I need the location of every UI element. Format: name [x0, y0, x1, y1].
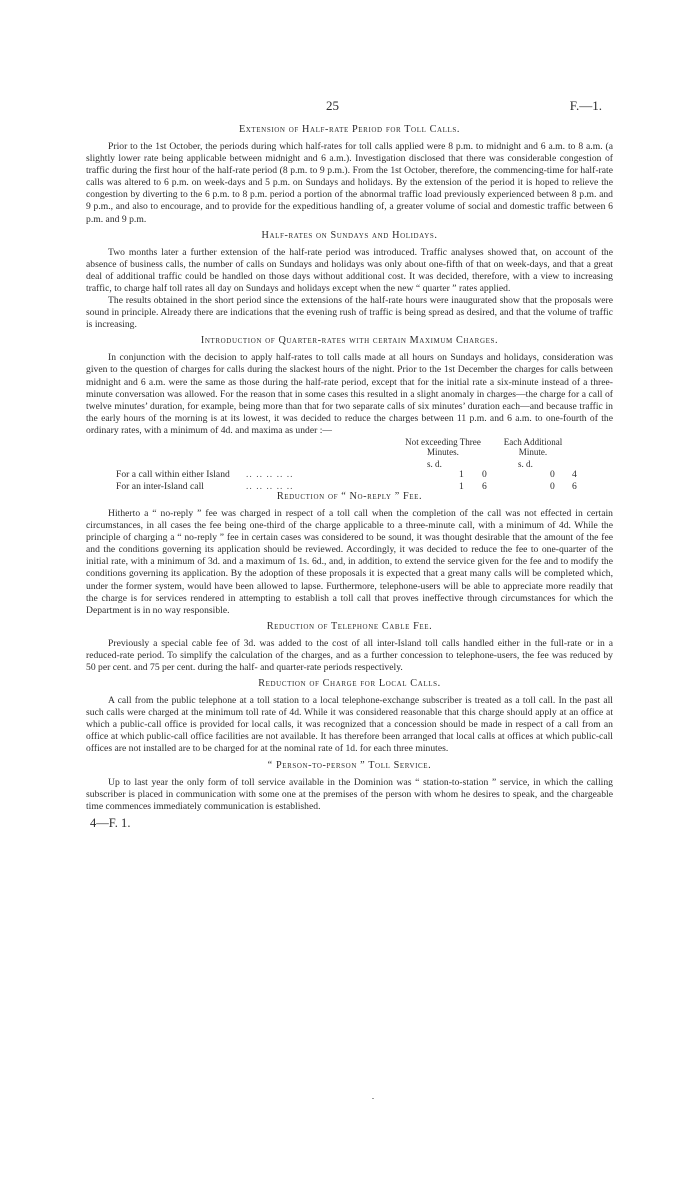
- page-speck: [372, 1098, 374, 1099]
- column-header-additional-minute: Each Additional Minute.: [503, 436, 563, 457]
- section-heading: Reduction of “ No-reply ” Fee.: [276, 490, 423, 502]
- leader-dots: .. .. .. .. ..: [246, 468, 294, 480]
- paragraph: Up to last year the only form of toll service available in the Dominion was “ station-to-station ” service, in which the calling subscriber is placed in communication with some one at the premises of the person with whom he desires to speak, and the chargeable time commences immediately communication is established.: [86, 776, 613, 812]
- section-heading: Reduction of Charge for Local Calls.: [258, 678, 441, 690]
- cell-value: 0: [550, 480, 555, 492]
- row-label: For an inter-Island call: [116, 480, 204, 492]
- section-heading: “ Person-to-person ” Toll Service.: [267, 759, 432, 771]
- cell-value: 0: [550, 468, 555, 480]
- table-row: [116, 469, 586, 481]
- cell-value: 4: [572, 468, 577, 480]
- footer-signature: 4—F. 1.: [90, 815, 131, 830]
- paragraph: The results obtained in the short period since the extensions of the half-rate hours were inaugurated show that the proposals were sound in principle. Already there are indications that the evening rush of traffic is being spread as desired, and that the volume of traffic is increasing.: [86, 295, 613, 331]
- document-body: [86, 124, 613, 829]
- unit-label: s. d.: [427, 458, 442, 469]
- row-label: For a call within either Island: [116, 468, 230, 480]
- paragraph: Hitherto a “ no-reply ” fee was charged in respect of a toll call when the completion of the call was not effected in certain circumstances, in all cases the fee being one-third of the charge applicable to a three-minute call, with a minimum of 4d. While the principle of charging a “ no-reply ” fee in certain cases was considered to be sound, it was thought desirable that the amount of the fee and the conditions governing its application should be reviewed. Accordingly, it was decided to reduce the fee to one-quarter of the initial rate, with a minimum of 3d. and a maximum of 1s. 6d., and, in addition, to extend the service given for the fee and to modify the conditions governing its application. By the adoption of these proposals it is expected that a great many calls will be completed which, under the former system, would have been allowed to lapse. Furthermore, telephone-users will be able to appreciate more readily that the charge is for services rendered in attempting to establish a toll call that proves ineffective through circumstances for which the Department is in no way responsible.: [86, 507, 613, 616]
- column-header-three-minutes: Not exceeding Three Minutes.: [405, 436, 481, 457]
- paragraph: In conjunction with the decision to apply half-rates to toll calls made at all hours on Sundays and holidays, consideration was given to the question of charges for calls during the slackest hours of the night. Prior to the 1st December the charges for calls between midnight and 6 a.m. were the same as those during the half-rate period, except that for the initial rate a six-minute instead of a three-minute conversation was allowed. For the reason that in some cases this resulted in a slight anomaly in charges—the charge for a call of twelve minutes’ duration, for example, being more than that for two separate calls of six minutes’ duration each—and because traffic in the early hours of the morning is at its lowest, it was decided to reduce the charges between 11 p.m. and 6 a.m. to one-fourth of the ordinary rates, with a minimum of 4d. and maxima as under :—: [86, 352, 613, 436]
- cell-value: 0: [482, 468, 487, 480]
- paragraph: A call from the public telephone at a toll station to a local telephone-exchange subscriber is treated as a toll call. In the past all such calls were charged at the minimum toll rate of 4d. While it was considered reasonable that this charge should apply at an office at which a public-call office is provided for local calls, it was recognized that a concession should be made in respect of a call from an office at which public-call office facilities are not available. It has therefore been arranged that local calls at offices at which public-call offices are not installed are to be charged for at the nominal rate of 1d. for each three minutes.: [86, 695, 613, 755]
- section-heading: Introduction of Quarter-rates with certain Maximum Charges.: [200, 335, 499, 347]
- paragraph: Previously a special cable fee of 3d. was added to the cost of all inter-Island toll calls handled either in the full-rate or in a reduced-rate period. To simplify the calculation of the charges, and as a further concession to telephone-users, the fee was reduced by 50 per cent. and 75 per cent. during the half- and quarter-rate periods respectively.: [86, 637, 613, 673]
- page-number: 25: [326, 98, 339, 113]
- section-heading: Extension of Half-rate Period for Toll Calls.: [238, 124, 461, 135]
- unit-label: s. d.: [518, 458, 533, 469]
- table-row: [116, 481, 586, 493]
- leader-dots: .. .. .. .. ..: [246, 480, 294, 492]
- cell-value: 6: [482, 480, 487, 492]
- cell-value: 1: [459, 480, 464, 492]
- paragraph: Prior to the 1st October, the periods during which half-rates for toll calls applied were 8 p.m. to midnight and 6 a.m. to 8 a.m. (a slightly lower rate being applicable between midnight and 6 a.m.). Investigation disclosed that there was considerable congestion of traffic during the first hour of the half-rate period (8 p.m. to 9 p.m.). From the 1st October, therefore, the commencing-time for half-rate calls was altered to 6 p.m. on week-days and 5 p.m. on Sundays and holidays. By the extension of the period it is hoped to relieve the congestion by diverting to the 6 p.m. to 8 p.m. period a portion of the abnormal traffic load previously experienced between 8 p.m. and 9 p.m., and also to encourage, and to provide for the expeditious handling of, a greater volume of social and domestic traffic between 6 p.m. and 9 p.m.: [86, 141, 613, 225]
- charges-table: [86, 436, 613, 492]
- section-heading: Reduction of Telephone Cable Fee.: [266, 620, 433, 632]
- document-code: F.—1.: [569, 98, 602, 113]
- page-header: [0, 98, 700, 114]
- cell-value: 1: [459, 468, 464, 480]
- paragraph: Two months later a further extension of the half-rate period was introduced. Traffic analyses showed that, on account of the absence of business calls, the number of calls on Sundays and holidays was only about one-fifth of that on week-days, and that a great deal of additional traffic could be handled on those days without additional cost. It was decided, therefore, with a view to increasing traffic, to charge half toll rates all day on Sundays and holidays except when the new “ quarter ” rates applied.: [86, 246, 613, 294]
- section-heading: Half-rates on Sundays and Holidays.: [261, 229, 438, 241]
- cell-value: 6: [572, 480, 577, 492]
